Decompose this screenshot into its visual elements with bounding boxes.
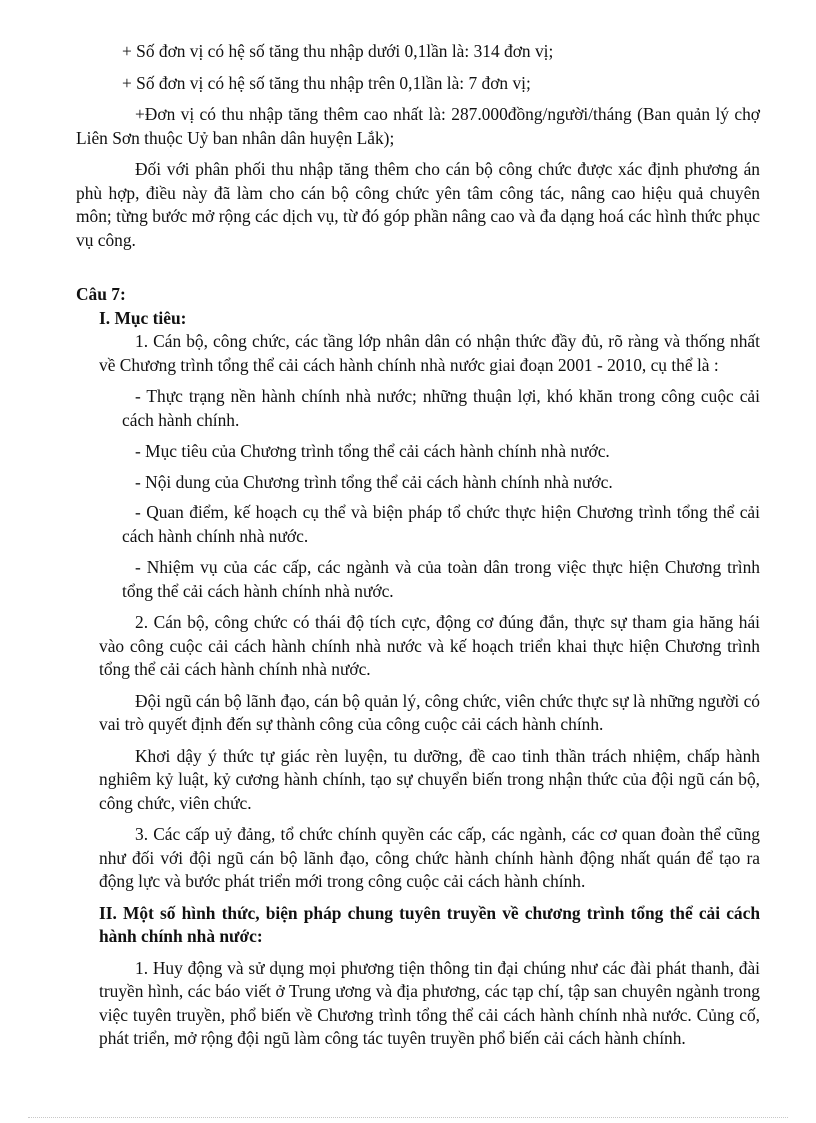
- section-1-item-3: 3. Các cấp uỷ đảng, tổ chức chính quyền các cấp, các ngành, các cơ quan đoàn thể cũng như đối với đội ngũ cán bộ lãnh đạo, công chức hành chính hành động nhất quán để tạo ra động lực và bước phát triển mới trong công cuộc cải cách hành chính.: [99, 824, 760, 891]
- bullet-units-above: + Số đơn vị có hệ số tăng thu nhập trên 0,1lần là: 7 đơn vị;: [122, 72, 531, 93]
- document-page: [76, 40, 760, 1059]
- awareness-paragraph: Khơi dậy ý thức tự giác rèn luyện, tu dưỡng, đề cao tinh thần trách nhiệm, chấp hành nghiêm kỷ luật, kỷ cương hành chính, tạo sự chuyển biến trong nhận thức của đội ngũ cán bộ, công chức, viên chức.: [99, 745, 760, 813]
- dash-item-viewpoint: - Quan điểm, kế hoạch cụ thể và biện pháp tổ chức thực hiện Chương trình tổng thể cải cách hành chính nhà nước.: [122, 502, 760, 546]
- question-heading: Câu 7:: [76, 284, 126, 304]
- dash-item-objective: - Mục tiêu của Chương trình tổng thể cải cách hành chính nhà nước.: [135, 441, 610, 461]
- dash-item-current-state: - Thực trạng nền hành chính nhà nước; những thuận lợi, khó khăn trong công cuộc cải cách hành chính.: [122, 386, 760, 430]
- page-bottom-divider: [28, 1117, 788, 1118]
- section-1-heading: I. Mục tiêu:: [99, 307, 187, 328]
- highest-income-unit: +Đơn vị có thu nhập tăng thêm cao nhất là: 287.000đồng/người/tháng (Ban quản lý chợ Liên Sơn thuộc Uỷ ban nhân dân huyện Lắk);: [76, 104, 760, 148]
- section-1-item-1: 1. Cán bộ, công chức, các tầng lớp nhân dân có nhận thức đầy đủ, rõ ràng và thống nhất về Chương trình tổng thể cải cách hành chính nhà nước giai đoạn 2001 - 2010, cụ thể là :: [99, 331, 760, 375]
- dash-item-tasks: - Nhiệm vụ của các cấp, các ngành và của toàn dân trong việc thực hiện Chương trình tổng thể cải cách hành chính nhà nước.: [122, 557, 760, 601]
- section-2-heading: II. Một số hình thức, biện pháp chung tuyên truyền về chương trình tổng thể cải cách hành chính nhà nước:: [99, 902, 760, 946]
- section-1-item-2: 2. Cán bộ, công chức có thái độ tích cực, động cơ đúng đắn, thực sự tham gia hăng hái vào công cuộc cải cách hành chính nhà nước và kế hoạch triển khai thực hiện Chương trình tổng thể cải cách hành chính nhà nước.: [99, 612, 760, 679]
- section-2-item-1: 1. Huy động và sử dụng mọi phương tiện thông tin đại chúng như các đài phát thanh, đài truyền hình, các báo viết ở Trung ương và địa phương, các tạp chí, tập san chuyên ngành trong việc tuyên truyền, phổ biến về Chương trình tổng thể cải cách hành chính nhà nước. Củng cố, phát triển, mở rộng đội ngũ làm công tác tuyên truyền phổ biến cải cách hành chính.: [99, 957, 760, 1048]
- leaders-paragraph: Đội ngũ cán bộ lãnh đạo, cán bộ quản lý, công chức, viên chức thực sự là những người có vai trò quyết định đến sự thành công của công cuộc cải cách hành chính.: [99, 690, 760, 734]
- distribution-paragraph: Đối với phân phối thu nhập tăng thêm cho cán bộ công chức được xác định phương án phù hợp, điều này đã làm cho cán bộ công chức yên tâm công tác, nâng cao hiệu quả chuyên môn; từng bước mở rộng các dịch vụ, từ đó góp phần nâng cao và đa dạng hoá các hình thức phục vụ công.: [76, 159, 760, 250]
- bullet-units-below: + Số đơn vị có hệ số tăng thu nhập dưới 0,1lần là: 314 đơn vị;: [122, 41, 554, 61]
- dash-item-content: - Nội dung của Chương trình tổng thể cải cách hành chính nhà nước.: [135, 471, 613, 492]
